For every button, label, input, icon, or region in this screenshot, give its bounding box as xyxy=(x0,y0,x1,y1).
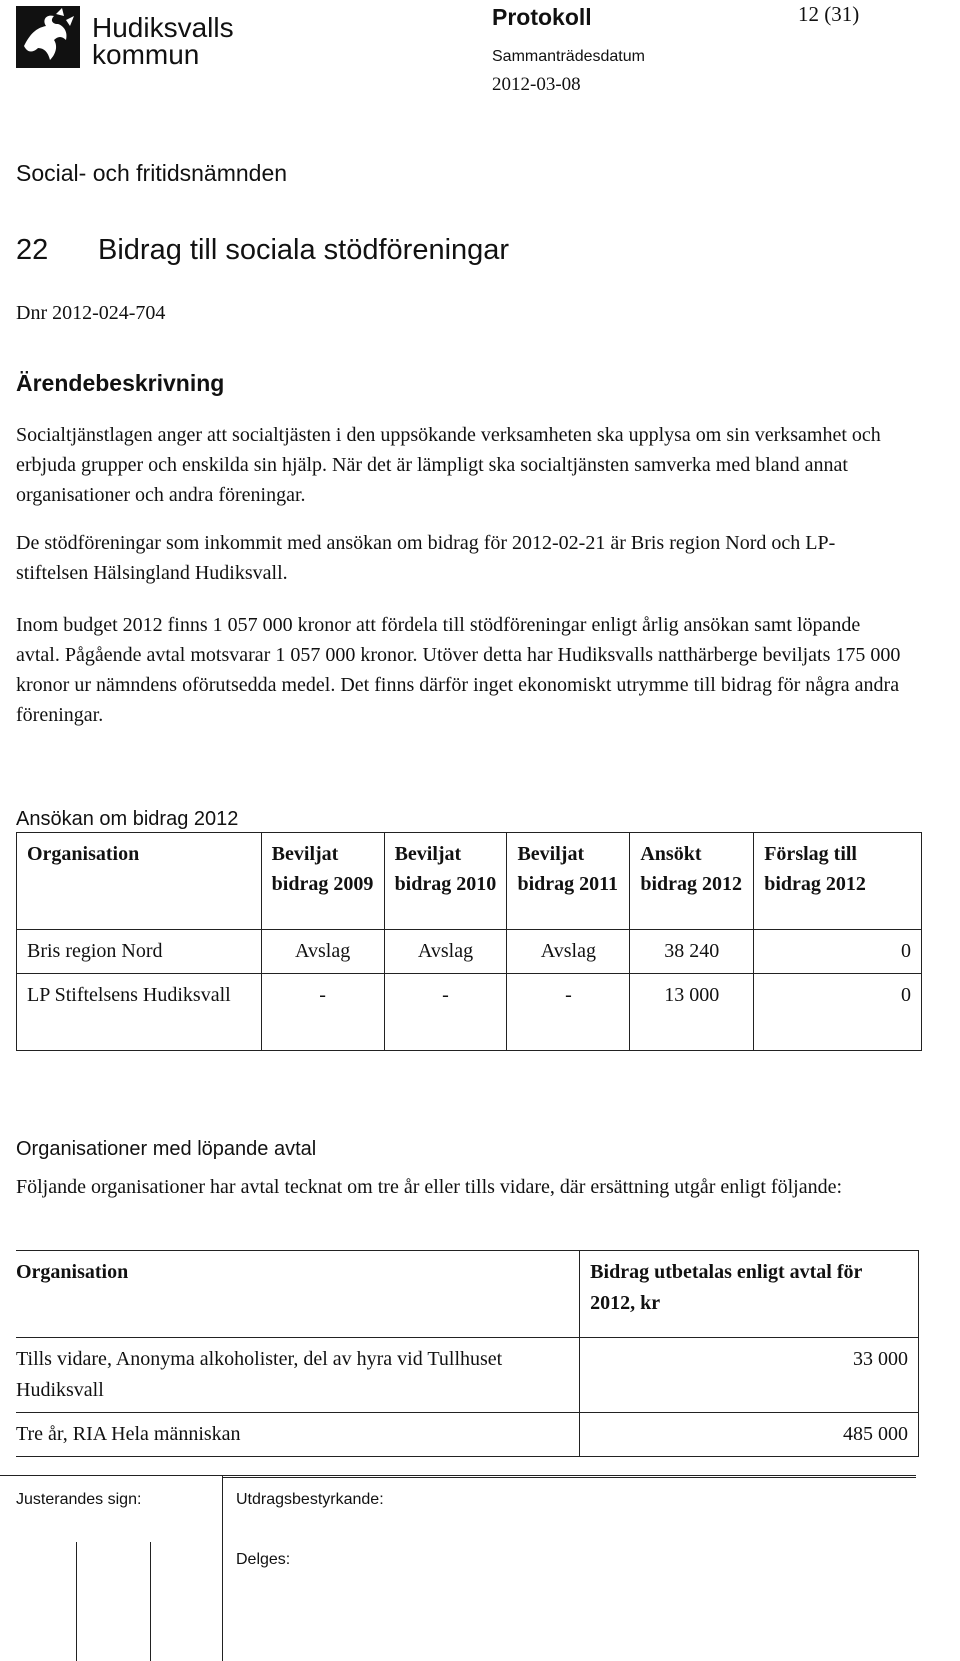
table-header-row xyxy=(17,833,922,930)
table-cell: 38 240 xyxy=(630,930,754,974)
document-type: Protokoll xyxy=(492,4,592,30)
signature-box-divider xyxy=(150,1542,151,1661)
item-heading xyxy=(16,234,509,267)
table-row xyxy=(17,974,922,1051)
paragraph: Följande organisationer har avtal tecknat om tre år eller tills vidare, där ersättning utgår enligt följande: xyxy=(16,1176,843,1198)
page-number: 12 (31) xyxy=(798,2,860,26)
table-cell: Avslag xyxy=(384,930,507,974)
committee-name: Social- och fritidsnämnden xyxy=(16,160,288,186)
distribution-label: Delges: xyxy=(236,1551,291,1568)
table-row xyxy=(16,1338,919,1413)
table-cell: 0 xyxy=(754,930,922,974)
item-number: 22 xyxy=(16,234,49,266)
column-header: Organisation xyxy=(16,1251,580,1338)
certification-label: Utdragsbestyrkande: xyxy=(236,1491,384,1508)
column-header: Förslag till bidrag 2012 xyxy=(754,833,922,930)
logo-line2: kommun xyxy=(92,39,200,70)
table-cell: Avslag xyxy=(261,930,384,974)
signature-box-divider xyxy=(76,1542,77,1661)
table-cell: Tills vidare, Anonyma alkoholister, del av hyra vid Tullhuset Hudiksvall xyxy=(16,1338,580,1413)
applications-table xyxy=(16,832,922,1051)
table-cell: Bris region Nord xyxy=(17,930,262,974)
municipality-logo-icon xyxy=(16,6,80,68)
ongoing-agreements-table xyxy=(16,1250,919,1457)
paragraph: Socialtjänstlagen anger att socialtjästen i den uppsökande verksamheten ska upplysa om sin verksamhet och erbjuda grupper och enskilda sin hjälp. När det är lämpligt ska socialtjänsten samverka med bland annat organisationer och andra föreningar. xyxy=(16,424,881,506)
table-cell: 485 000 xyxy=(580,1413,919,1457)
diary-number: Dnr 2012-024-704 xyxy=(16,302,166,324)
signature-label: Justerandes sign: xyxy=(16,1491,142,1508)
applications-table-title: Ansökan om bidrag 2012 xyxy=(16,808,239,830)
item-title: Bidrag till sociala stödföreningar xyxy=(98,234,510,266)
table-cell: - xyxy=(507,974,630,1051)
logo-line1: Hudiksvalls xyxy=(92,12,234,43)
table-row xyxy=(16,1413,919,1457)
column-header: Beviljat bidrag 2011 xyxy=(507,833,630,930)
paragraph: Inom budget 2012 finns 1 057 000 kronor att fördela till stödföreningar enligt årlig ansökan samt löpande avtal. Pågående avtal motsvarar 1 057 000 kronor. Utöver detta har Hudiksvalls natthärberge beviljats 175 000 kronor ur nämndens oförutsedda medel. Det finns därför inget ekonomiskt utrymme till bidrag för några andra föreningar. xyxy=(16,614,901,726)
column-header: Bidrag utbetalas enligt avtal för 2012, kr xyxy=(580,1251,919,1338)
table-cell: - xyxy=(384,974,507,1051)
column-header: Beviljat bidrag 2009 xyxy=(261,833,384,930)
meeting-date: 2012-03-08 xyxy=(492,74,581,95)
table-row xyxy=(17,930,922,974)
column-header: Beviljat bidrag 2010 xyxy=(384,833,507,930)
table-header-row xyxy=(16,1251,919,1338)
meeting-date-label: Sammanträdesdatum xyxy=(492,48,645,65)
paragraph: De stödföreningar som inkommit med ansökan om bidrag för 2012-02-21 är Bris region Nord och LP-stiftelsen Hälsingland Hudiksvall. xyxy=(16,532,836,584)
table-cell: 33 000 xyxy=(580,1338,919,1413)
table-cell: 0 xyxy=(754,974,922,1051)
table-cell: 13 000 xyxy=(630,974,754,1051)
footer-divider xyxy=(222,1475,223,1661)
footer-divider xyxy=(222,1477,916,1478)
table-cell: - xyxy=(261,974,384,1051)
footer-divider xyxy=(0,1475,916,1476)
ongoing-agreements-title: Organisationer med löpande avtal xyxy=(16,1138,317,1160)
description-heading: Ärendebeskrivning xyxy=(16,370,225,396)
table-cell: LP Stiftelsens Hudiksvall xyxy=(17,974,262,1051)
column-header: Ansökt bidrag 2012 xyxy=(630,833,754,930)
municipality-logo xyxy=(92,14,234,68)
table-cell: Avslag xyxy=(507,930,630,974)
column-header: Organisation xyxy=(17,833,262,930)
table-cell: Tre år, RIA Hela människan xyxy=(16,1413,580,1457)
